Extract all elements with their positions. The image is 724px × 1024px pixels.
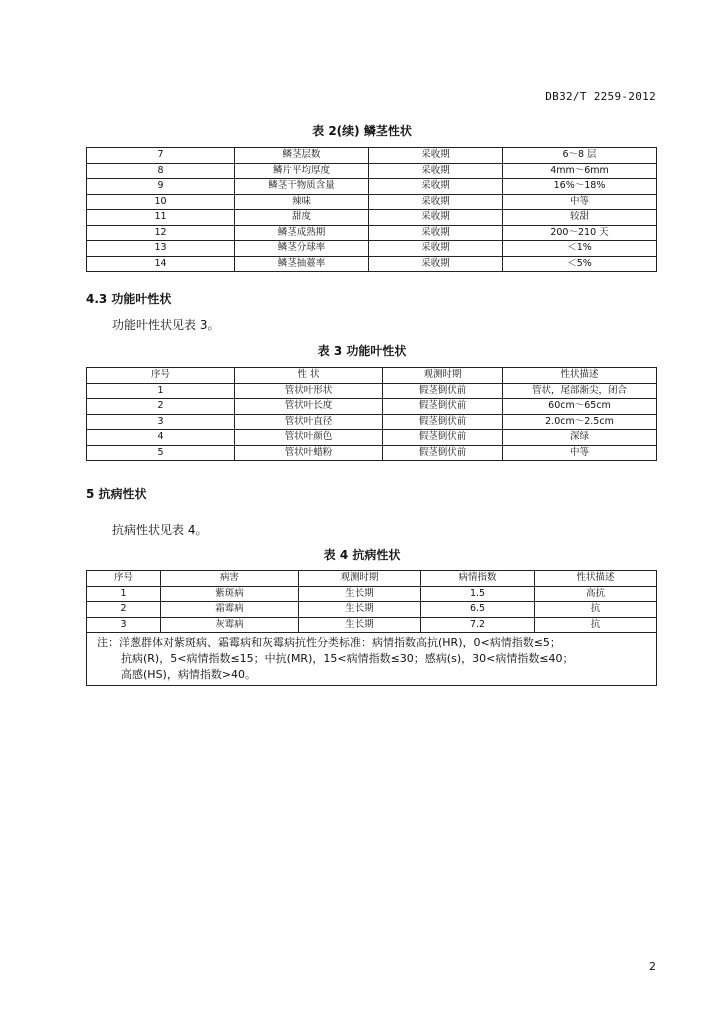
table-header-cell: 观测时期 xyxy=(383,368,503,384)
table3-caption: 表 3 功能叶性状 xyxy=(317,344,407,358)
table-cell: 管状叶蜡粉 xyxy=(235,445,383,461)
table-cell: 3 xyxy=(87,414,235,430)
table-cell: 紫斑病 xyxy=(161,586,299,602)
table-cell: 采收期 xyxy=(369,210,503,226)
table-cell: 辣味 xyxy=(235,194,369,210)
table-cell: 管状，尾部渐尖，闭合 xyxy=(503,383,657,399)
table-cell: 霜霉病 xyxy=(161,602,299,618)
table-cell: 鳞茎层数 xyxy=(235,148,369,164)
table4-caption: 表 4 抗病性状 xyxy=(323,548,401,562)
table-cell: 4 xyxy=(87,430,235,446)
table-cell: 生长期 xyxy=(299,602,421,618)
document-code: DB32/T 2259-2012 xyxy=(545,90,656,103)
table-cell: 深绿 xyxy=(503,430,657,446)
table-cell: 管状叶颜色 xyxy=(235,430,383,446)
table-row xyxy=(87,399,657,415)
table-cell: 中等 xyxy=(503,445,657,461)
table-cell: 甜度 xyxy=(235,210,369,226)
table-row xyxy=(87,194,657,210)
table-cell: 60cm～65cm xyxy=(503,399,657,415)
table-cell: 较甜 xyxy=(503,210,657,226)
table-cell: 采收期 xyxy=(369,194,503,210)
table-cell: 抗 xyxy=(535,602,657,618)
table-cell: 鳞茎抽薹率 xyxy=(235,256,369,272)
table-row xyxy=(87,179,657,195)
table-cell: 假茎倒伏前 xyxy=(383,430,503,446)
table-header-cell: 序号 xyxy=(87,571,161,587)
table-header-cell: 性状描述 xyxy=(503,368,657,384)
table-row xyxy=(87,210,657,226)
table-row xyxy=(87,602,657,618)
table3 xyxy=(86,367,657,461)
page-number: 2 xyxy=(649,960,656,973)
table-cell: 2.0cm～2.5cm xyxy=(503,414,657,430)
section-paragraph: 功能叶性状见表 3。 xyxy=(112,318,220,332)
table-cell: 8 xyxy=(87,163,235,179)
table-cell: 13 xyxy=(87,241,235,257)
table-cell: 1.5 xyxy=(421,586,535,602)
table-cell: 12 xyxy=(87,225,235,241)
table-cell: 生长期 xyxy=(299,586,421,602)
table-header-cell: 序号 xyxy=(87,368,235,384)
table-cell: 16%～18% xyxy=(503,179,657,195)
table-cell: 2 xyxy=(87,602,161,618)
table-cell: 假茎倒伏前 xyxy=(383,383,503,399)
table-cell: 抗 xyxy=(535,617,657,633)
table-row xyxy=(87,225,657,241)
table-cell: 假茎倒伏前 xyxy=(383,445,503,461)
section-paragraph: 抗病性状见表 4。 xyxy=(112,523,208,537)
table-cell: 5 xyxy=(87,445,235,461)
table-cell: 10 xyxy=(87,194,235,210)
table-row xyxy=(87,586,657,602)
table-cell: 200～210 天 xyxy=(503,225,657,241)
table-cell: 6.5 xyxy=(421,602,535,618)
table-cell: 4mm～6mm xyxy=(503,163,657,179)
table-cell: 鳞茎成熟期 xyxy=(235,225,369,241)
table-cell: 14 xyxy=(87,256,235,272)
table-cell: 2 xyxy=(87,399,235,415)
table-cell: 采收期 xyxy=(369,148,503,164)
table-cell: 7.2 xyxy=(421,617,535,633)
section-heading-5: 5 抗病性状 xyxy=(86,487,147,501)
table-cell: 管状叶形状 xyxy=(235,383,383,399)
table-note-row xyxy=(87,633,657,686)
table-row xyxy=(87,383,657,399)
table-cell: 生长期 xyxy=(299,617,421,633)
table-header-cell: 观测时期 xyxy=(299,571,421,587)
table-header-row xyxy=(87,571,657,587)
table-cell: 7 xyxy=(87,148,235,164)
table-cell: 假茎倒伏前 xyxy=(383,414,503,430)
table-cell: 管状叶直径 xyxy=(235,414,383,430)
table-cell: 采收期 xyxy=(369,225,503,241)
table-row xyxy=(87,241,657,257)
table-row xyxy=(87,414,657,430)
table2-caption: 表 2(续) 鳞茎性状 xyxy=(312,124,412,138)
table-row xyxy=(87,617,657,633)
table-cell: 采收期 xyxy=(369,241,503,257)
table-cell: 1 xyxy=(87,383,235,399)
table-cell: 1 xyxy=(87,586,161,602)
table-note xyxy=(87,633,657,686)
table-cell: 采收期 xyxy=(369,163,503,179)
table-row xyxy=(87,163,657,179)
table-cell: 11 xyxy=(87,210,235,226)
table-row xyxy=(87,256,657,272)
table-cell: 鳞茎干物质含量 xyxy=(235,179,369,195)
table-row xyxy=(87,445,657,461)
table-cell: 高抗 xyxy=(535,586,657,602)
table-header-cell: 性状描述 xyxy=(535,571,657,587)
note-line-3: 高感(HS)，病情指数>40。 xyxy=(121,668,257,681)
table-cell: 管状叶长度 xyxy=(235,399,383,415)
table-row xyxy=(87,148,657,164)
table-header-row xyxy=(87,368,657,384)
table-header-cell: 病害 xyxy=(161,571,299,587)
table-row xyxy=(87,430,657,446)
table-cell: 6～8 层 xyxy=(503,148,657,164)
table-header-cell: 性 状 xyxy=(235,368,383,384)
table-cell: 3 xyxy=(87,617,161,633)
note-line-1: 注：洋葱群体对紫斑病、霜霉病和灰霉病抗性分类标准：病情指数高抗(HR)，0<病情指数≤5； xyxy=(97,636,561,649)
section-heading-4-3: 4.3 功能叶性状 xyxy=(86,292,172,306)
table-cell: 鳞茎分球率 xyxy=(235,241,369,257)
table-cell: 假茎倒伏前 xyxy=(383,399,503,415)
table-cell: 采收期 xyxy=(369,256,503,272)
table-cell: ＜1% xyxy=(503,241,657,257)
table-header-cell: 病情指数 xyxy=(421,571,535,587)
table4 xyxy=(86,570,657,686)
table-cell: 采收期 xyxy=(369,179,503,195)
table-cell: 9 xyxy=(87,179,235,195)
table-cell: 灰霉病 xyxy=(161,617,299,633)
table-cell: 中等 xyxy=(503,194,657,210)
table2 xyxy=(86,147,657,272)
table-cell: 鳞片平均厚度 xyxy=(235,163,369,179)
table-cell: ＜5% xyxy=(503,256,657,272)
note-line-2: 抗病(R)，5<病情指数≤15；中抗(MR)，15<病情指数≤30；感病(s)，30<病情指数≤40； xyxy=(121,652,574,665)
